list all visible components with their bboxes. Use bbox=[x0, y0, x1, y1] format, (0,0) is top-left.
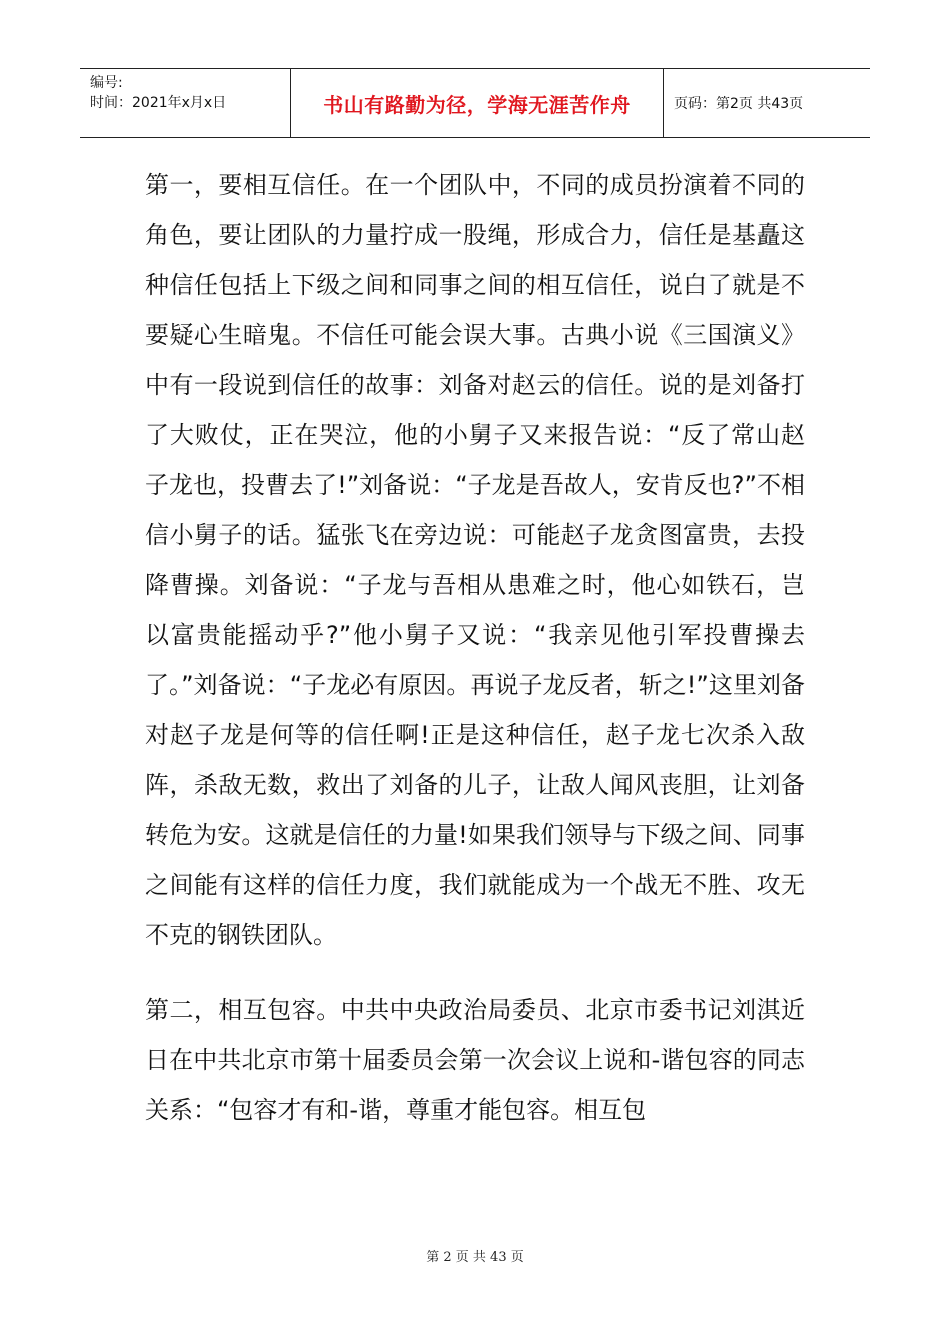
header-motto: 书山有路勤为径，学海无涯苦作舟 bbox=[291, 69, 664, 137]
document-body bbox=[145, 160, 805, 1135]
document-header bbox=[80, 68, 870, 138]
page-footer: 第 2 页 共 43 页 bbox=[426, 1250, 524, 1265]
paragraph-tolerance: 第二，相互包容。中共中央政治局委员、北京市委书记刘淇近日在中共北京市第十届委员会第一次会议上说和-谐包容的同志关系：“包容才有和-谐，尊重才能包容。相互包 bbox=[145, 996, 805, 1124]
header-meta-cell bbox=[80, 69, 291, 137]
paragraph-trust: 第一，要相互信任。在一个团队中，不同的成员扮演着不同的角色，要让团队的力量拧成一股绳，形成合力，信任是基矗这种信任包括上下级之间和同事之间的相互信任，说白了就是不要疑心生暗鬼。不信任可能会误大事。古典小说《三国演义》中有一段说到信任的故事：刘备对赵云的信任。说的是刘备打了大败仗，正在哭泣，他的小舅子又来报告说：“反了常山赵子龙也，投曹去了!”刘备说：“子龙是吾故人，安肯反也?”不相信小舅子的话。猛张飞在旁边说：可能赵子龙贪图富贵，去投降曹操。刘备说：“子龙与吾相从患难之时，他心如铁石，岂以富贵能摇动乎?”他小舅子又说：“我亲见他引军投曹操去了。”刘备说：“子龙必有原因。再说子龙反者，斩之!”这里刘备对赵子龙是何等的信任啊!正是这种信任，赵子龙七次杀入敌阵，杀敌无数，救出了刘备的儿子，让敌人闻风丧胆，让刘备转危为安。这就是信任的力量!如果我们领导与下级之间、同事之间能有这样的信任力度，我们就能成为一个战无不胜、攻无不克的钢铁团队。 bbox=[145, 171, 805, 949]
document-time-label: 时间：2021年x月x日 bbox=[90, 95, 227, 111]
header-page-info: 页码：第2页 共43页 bbox=[674, 96, 804, 112]
document-number-label: 编号: bbox=[90, 75, 123, 91]
